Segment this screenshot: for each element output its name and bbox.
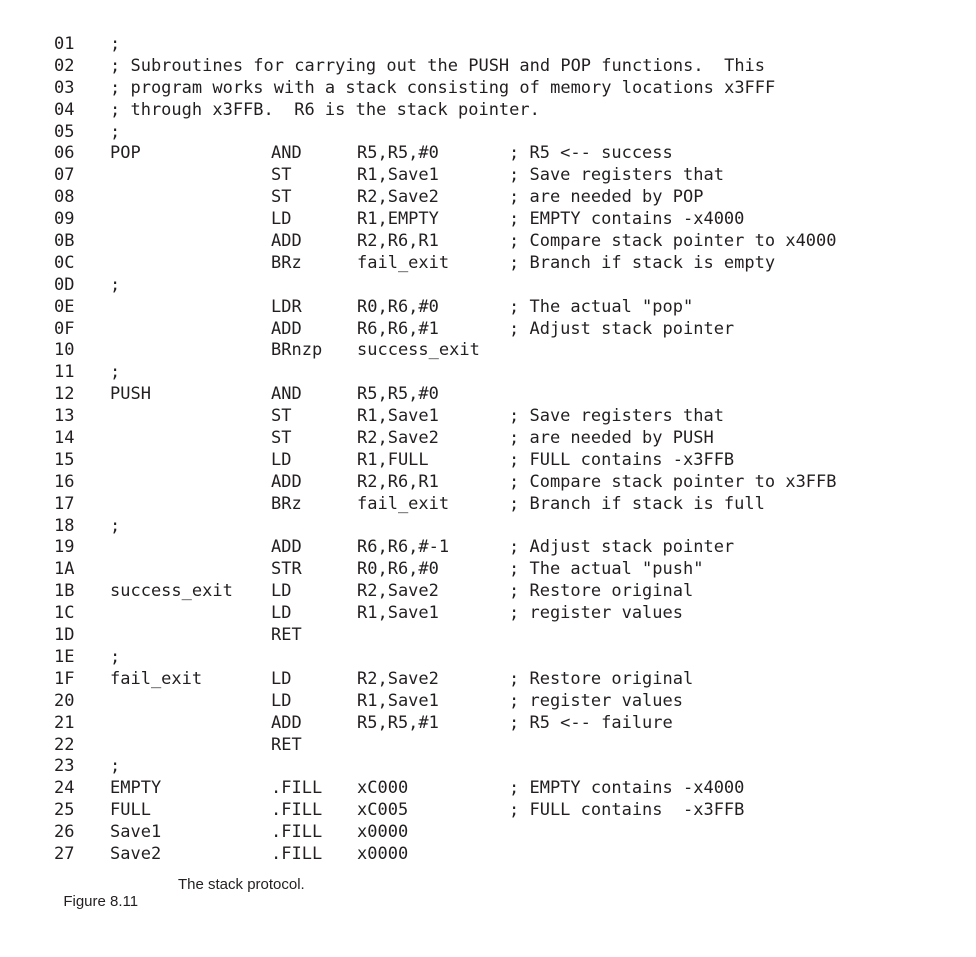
opcode: .FILL	[271, 822, 323, 843]
comment: ; Save registers that	[509, 406, 724, 427]
code-line	[0, 406, 976, 428]
comment: ; Branch if stack is full	[509, 493, 765, 514]
operands: R5,R5,#0	[357, 143, 439, 164]
code-line	[0, 647, 976, 669]
line-number: 21	[54, 712, 75, 733]
opcode: ADD	[271, 537, 302, 558]
comment: ; Restore original	[509, 581, 694, 602]
opcode: .FILL	[271, 778, 323, 799]
line-number: 1A	[54, 559, 75, 580]
comment: ; are needed by PUSH	[509, 428, 714, 449]
code-line	[0, 78, 976, 100]
operands: R0,R6,#0	[357, 296, 439, 317]
line-number: 18	[54, 515, 75, 536]
code-line	[0, 362, 976, 384]
line-number: 14	[54, 428, 75, 449]
comment: ; Compare stack pointer to x3FFB	[509, 471, 837, 492]
code-line	[0, 844, 976, 866]
code-line	[0, 625, 976, 647]
comment: ; R5 <-- failure	[509, 712, 673, 733]
comment: ; Adjust stack pointer	[509, 318, 735, 339]
operands: x0000	[357, 822, 409, 843]
line-number: 0E	[54, 296, 75, 317]
opcode: AND	[271, 143, 302, 164]
comment: ; Branch if stack is empty	[509, 252, 776, 273]
line-number: 0D	[54, 274, 75, 295]
line-number: 25	[54, 800, 75, 821]
code-line	[0, 34, 976, 56]
opcode: BRz	[271, 252, 302, 273]
operands: R5,R5,#0	[357, 384, 439, 405]
comment-line: ;	[110, 34, 121, 54]
comment: ; register values	[509, 603, 683, 624]
comment-line: ;	[110, 646, 121, 667]
figure-number: Figure 8.11	[63, 893, 139, 910]
opcode: RET	[271, 625, 302, 646]
code-line	[0, 450, 976, 472]
figure-caption	[55, 876, 305, 927]
line-number: 01	[54, 34, 75, 54]
comment: ; Restore original	[509, 668, 694, 689]
code-line	[0, 143, 976, 165]
operands: success_exit	[357, 340, 480, 361]
operands: fail_exit	[357, 493, 450, 514]
label: Save1	[110, 822, 162, 843]
line-number: 06	[54, 143, 75, 164]
comment: ; EMPTY contains -x4000	[509, 778, 745, 799]
line-number: 02	[54, 55, 75, 76]
line-number: 05	[54, 121, 75, 142]
label: fail_exit	[110, 668, 203, 689]
line-number: 20	[54, 690, 75, 711]
operands: R1,EMPTY	[357, 209, 439, 230]
operands: fail_exit	[357, 252, 450, 273]
line-number: 1E	[54, 646, 75, 667]
opcode: LD	[271, 603, 292, 624]
code-line	[0, 603, 976, 625]
operands: R1,Save1	[357, 165, 439, 186]
comment: ; FULL contains -x3FFB	[509, 449, 735, 470]
comment: ; are needed by POP	[509, 187, 704, 208]
line-number: 1C	[54, 603, 75, 624]
code-line	[0, 253, 976, 275]
code-line	[0, 735, 976, 757]
opcode: ADD	[271, 318, 302, 339]
operands: xC000	[357, 778, 409, 799]
line-number: 23	[54, 756, 75, 777]
comment: ; FULL contains -x3FFB	[509, 800, 745, 821]
line-number: 07	[54, 165, 75, 186]
line-number: 26	[54, 822, 75, 843]
line-number: 11	[54, 362, 75, 383]
code-line	[0, 56, 976, 78]
operands: xC005	[357, 800, 409, 821]
code-line	[0, 537, 976, 559]
operands: R2,Save2	[357, 668, 439, 689]
code-line	[0, 581, 976, 603]
operands: R5,R5,#1	[357, 712, 439, 733]
line-number: 04	[54, 99, 75, 120]
opcode: .FILL	[271, 843, 323, 864]
code-line	[0, 122, 976, 144]
opcode: STR	[271, 559, 302, 580]
opcode: ST	[271, 165, 292, 186]
comment-line: ;	[110, 756, 121, 777]
operands: R2,Save2	[357, 428, 439, 449]
code-line	[0, 713, 976, 735]
label: PUSH	[110, 384, 151, 405]
line-number: 12	[54, 384, 75, 405]
operands: R1,FULL	[357, 449, 429, 470]
label: FULL	[110, 800, 151, 821]
code-line	[0, 100, 976, 122]
line-number: 17	[54, 493, 75, 514]
code-line	[0, 165, 976, 187]
line-number: 08	[54, 187, 75, 208]
opcode: LD	[271, 449, 292, 470]
code-line	[0, 691, 976, 713]
opcode: RET	[271, 734, 302, 755]
operands: x0000	[357, 843, 409, 864]
comment: ; EMPTY contains -x4000	[509, 209, 745, 230]
opcode: LD	[271, 209, 292, 230]
comment: ; The actual "pop"	[509, 296, 694, 317]
code-line	[0, 756, 976, 778]
comment: ; Adjust stack pointer	[509, 537, 735, 558]
opcode: BRnzp	[271, 340, 323, 361]
line-number: 09	[54, 209, 75, 230]
line-number: 1F	[54, 668, 75, 689]
opcode: .FILL	[271, 800, 323, 821]
line-number: 16	[54, 471, 75, 492]
opcode: LD	[271, 668, 292, 689]
comment-line: ;	[110, 362, 121, 383]
operands: R1,Save1	[357, 406, 439, 427]
code-line	[0, 275, 976, 297]
code-line	[0, 319, 976, 341]
opcode: AND	[271, 384, 302, 405]
line-number: 15	[54, 449, 75, 470]
opcode: ST	[271, 187, 292, 208]
opcode: LDR	[271, 296, 302, 317]
opcode: ADD	[271, 712, 302, 733]
line-number: 10	[54, 340, 75, 361]
operands: R2,Save2	[357, 187, 439, 208]
comment-line: ;	[110, 515, 121, 536]
comment-line: ; through x3FFB. R6 is the stack pointer.	[110, 99, 540, 120]
code-lines	[0, 34, 976, 866]
line-number: 19	[54, 537, 75, 558]
label: Save2	[110, 843, 162, 864]
operands: R2,Save2	[357, 581, 439, 602]
opcode: ST	[271, 428, 292, 449]
comment: ; Save registers that	[509, 165, 724, 186]
opcode: ADD	[271, 471, 302, 492]
opcode: LD	[271, 581, 292, 602]
operands: R6,R6,#1	[357, 318, 439, 339]
comment: ; Compare stack pointer to x4000	[509, 231, 837, 252]
line-number: 1B	[54, 581, 75, 602]
comment: ; The actual "push"	[509, 559, 704, 580]
operands: R6,R6,#-1	[357, 537, 450, 558]
line-number: 0F	[54, 318, 75, 339]
code-line	[0, 516, 976, 538]
code-line	[0, 297, 976, 319]
comment: ; R5 <-- success	[509, 143, 673, 164]
opcode: ADD	[271, 231, 302, 252]
operands: R1,Save1	[357, 603, 439, 624]
operands: R2,R6,R1	[357, 471, 439, 492]
operands: R1,Save1	[357, 690, 439, 711]
code-line	[0, 384, 976, 406]
code-line	[0, 231, 976, 253]
code-line	[0, 778, 976, 800]
code-line	[0, 340, 976, 362]
comment-line: ; program works with a stack consisting of memory locations x3FFF	[110, 77, 776, 98]
code-line	[0, 669, 976, 691]
code-line	[0, 494, 976, 516]
line-number: 24	[54, 778, 75, 799]
figure-title: The stack protocol.	[178, 876, 305, 893]
line-number: 27	[54, 843, 75, 864]
opcode: ST	[271, 406, 292, 427]
code-line	[0, 209, 976, 231]
operands: R2,R6,R1	[357, 231, 439, 252]
line-number: 13	[54, 406, 75, 427]
comment: ; register values	[509, 690, 683, 711]
label: success_exit	[110, 581, 233, 602]
comment-line: ;	[110, 274, 121, 295]
line-number: 0C	[54, 252, 75, 273]
label: EMPTY	[110, 778, 162, 799]
code-line	[0, 800, 976, 822]
label: POP	[110, 143, 141, 164]
code-line	[0, 428, 976, 450]
opcode: LD	[271, 690, 292, 711]
code-line	[0, 822, 976, 844]
line-number: 22	[54, 734, 75, 755]
line-number: 1D	[54, 625, 75, 646]
comment-line: ;	[110, 121, 121, 142]
code-line	[0, 472, 976, 494]
comment-line: ; Subroutines for carrying out the PUSH and POP functions. This	[110, 55, 766, 76]
line-number: 0B	[54, 231, 75, 252]
line-number: 03	[54, 77, 75, 98]
code-line	[0, 559, 976, 581]
operands: R0,R6,#0	[357, 559, 439, 580]
opcode: BRz	[271, 493, 302, 514]
code-line	[0, 187, 976, 209]
